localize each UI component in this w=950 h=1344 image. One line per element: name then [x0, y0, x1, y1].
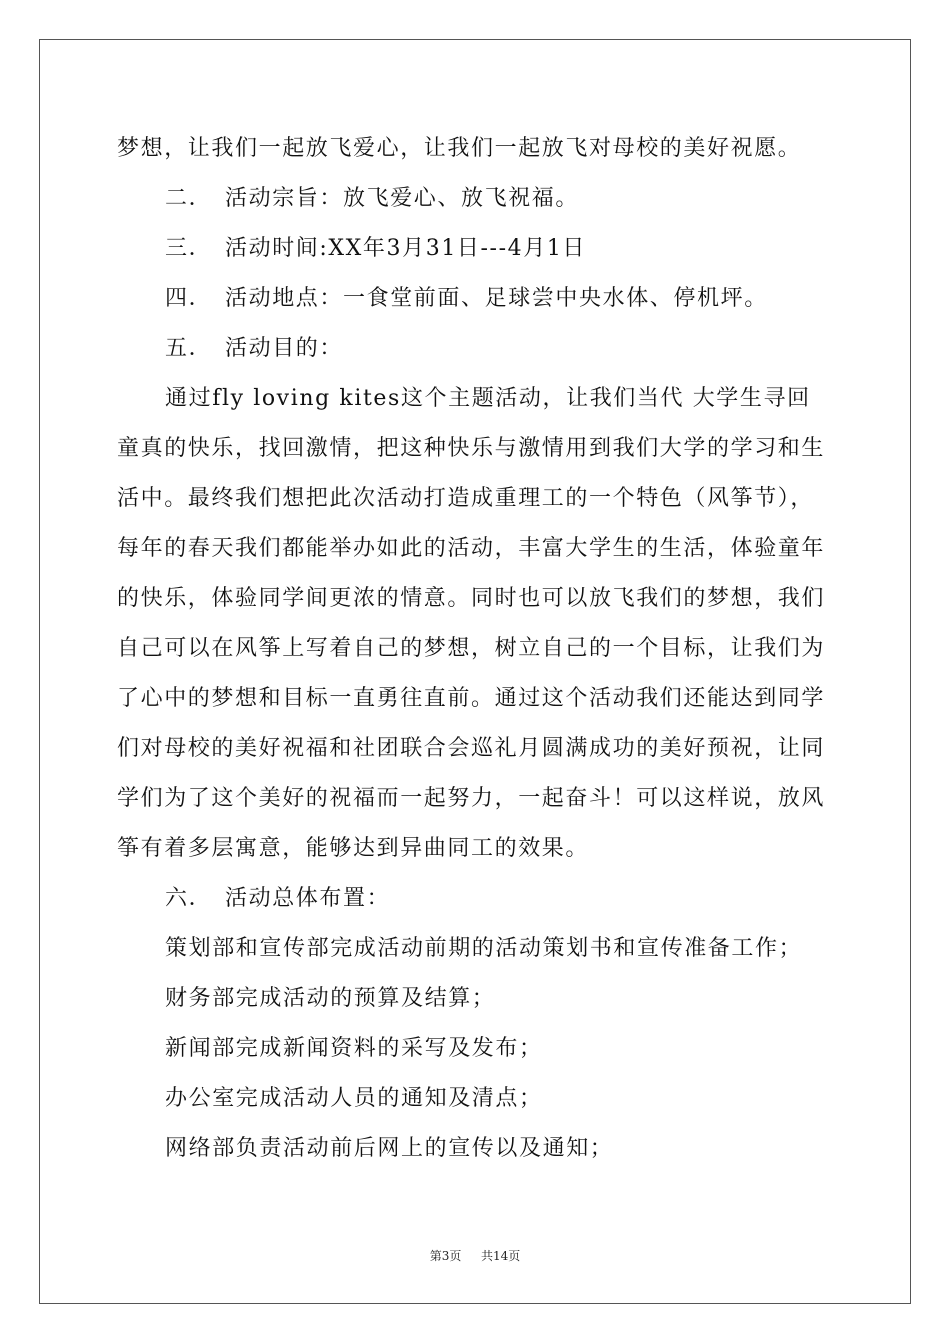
paragraph-line: 学们为了这个美好的祝福而一起努力，一起奋斗！可以这样说，放风: [117, 786, 826, 811]
section-three-text: 活动时间:XX年3月31日---4月1日: [225, 236, 587, 261]
paragraph-line: 每年的春天我们都能举办如此的活动，丰富大学生的生活，体验童年: [117, 536, 826, 561]
section-four-number: 四．: [165, 286, 213, 311]
paragraph-line: 活中。最终我们想把此次活动打造成重理工的一个特色（风筝节），: [117, 486, 815, 511]
task-item: 财务部完成活动的预算及结算；: [165, 986, 496, 1011]
section-three: [117, 224, 837, 274]
section-two-text: 活动宗旨：放飞爱心、放飞祝福。: [225, 186, 580, 211]
paragraph-line: 筝有着多层寓意，能够达到异曲同工的效果。: [117, 836, 590, 861]
section-six-number: 六．: [165, 886, 213, 911]
section-six-text: 活动总体布置：: [225, 886, 391, 911]
task-item: 新闻部完成新闻资料的采写及发布；: [165, 1036, 543, 1061]
task-item: 网络部负责活动前后网上的宣传以及通知；: [165, 1136, 614, 1161]
section-four: [117, 274, 837, 324]
section-six: [117, 874, 837, 924]
paragraph-line: 了心中的梦想和目标一直勇往直前。通过这个活动我们还能达到同学: [117, 686, 826, 711]
paragraph-line: 们对母校的美好祝福和社团联合会巡礼月圆满成功的美好预祝，让同: [117, 736, 826, 761]
task-item: 策划部和宣传部完成活动前期的活动策划书和宣传准备工作；: [165, 936, 803, 961]
section-four-text: 活动地点：一食堂前面、足球尝中央水体、停机坪。: [225, 286, 768, 311]
paragraph-line: 童真的快乐，找回激情，把这种快乐与激情用到我们大学的学习和生: [117, 436, 826, 461]
paragraph-line: 自己可以在风筝上写着自己的梦想，树立自己的一个目标，让我们为: [117, 636, 826, 661]
document-body: [117, 124, 837, 1174]
section-two-number: 二．: [165, 186, 213, 211]
total-pages: 共14页: [481, 1249, 521, 1263]
paragraph-line: 通过fly loving kites这个主题活动，让我们当代 大学生寻回: [165, 386, 811, 411]
page-number: 第3页: [429, 1249, 462, 1263]
section-two: [117, 174, 837, 224]
section-three-number: 三．: [165, 236, 213, 261]
page-footer: [0, 1247, 950, 1264]
paragraph-line: 的快乐，体验同学间更浓的情意。同时也可以放飞我们的梦想，我们: [117, 586, 826, 611]
purpose-paragraph: [117, 374, 837, 874]
section-five: [117, 324, 837, 374]
task-item: 办公室完成活动人员的通知及清点；: [165, 1086, 543, 1111]
section-five-number: 五．: [165, 336, 213, 361]
section-five-text: 活动目的：: [225, 336, 344, 361]
intro-tail-line: 梦想，让我们一起放飞爱心，让我们一起放飞对母校的美好祝愿。: [117, 136, 802, 161]
